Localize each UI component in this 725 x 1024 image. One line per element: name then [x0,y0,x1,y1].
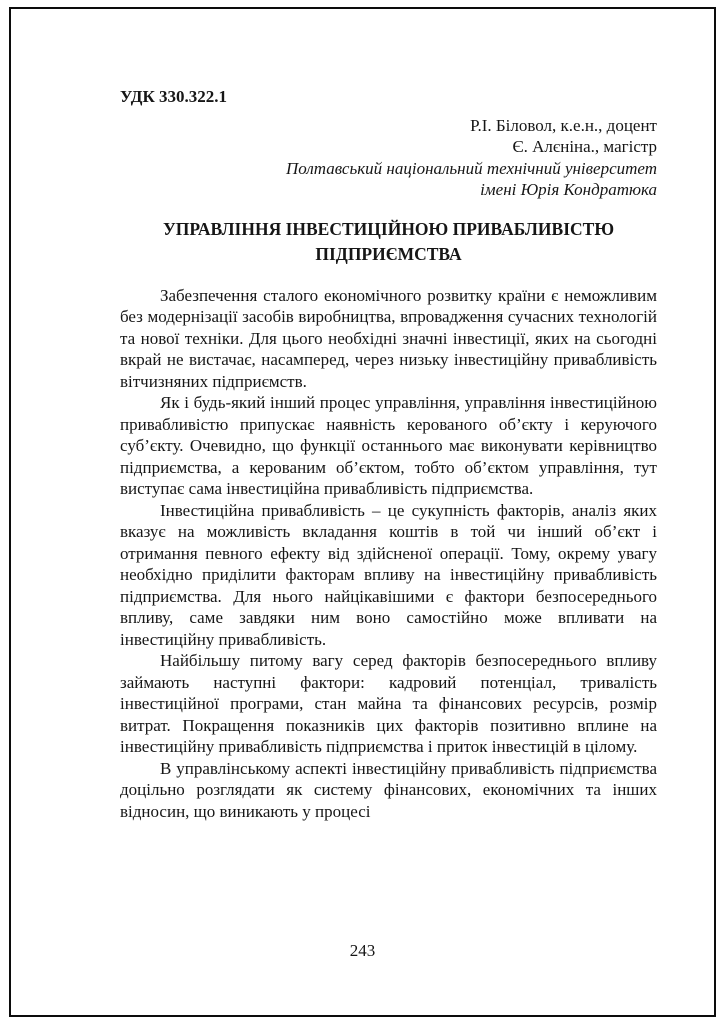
body-paragraph-4: Найбільшу питому вагу серед факторів безпосереднього впливу займають наступні фактори: кадровий потенціал, тривалість інвестиційної програми, стан майна та фінансових ресурсів, розмір витрат. Покращення показників цих факторів позитивно вплине на інвестиційну привабливість підприємства і приток інвестицій в цілому. [120,651,657,756]
article-body [120,285,657,823]
body-paragraph-3: Інвестиційна привабливість – це сукупність факторів, аналіз яких вказує на можливість вкладання коштів в той чи інший об’єкт і отримання певного ефекту від здійсненої операції. Тому, окрему увагу необхідно приділити факторам впливу на інвестиційну привабливість підприємства. Для нього найцікавішими є фактори безпосереднього впливу, саме завдяки ним воно самостійно може впливати на інвестиційну привабливість. [120,500,657,649]
body-paragraph-2: Як і будь-який інший процес управління, управління інвестиційною привабливістю припускає наявність керованого об’єкту і керуючого суб’єкту. Очевидно, що функції останнього має виконувати керівництво підприємства, а керованим об’єктом, тобто об’єктом управління, тут виступає сама інвестиційна привабливість підприємства. [120,393,657,498]
page-content [120,86,657,822]
udk-code: УДК 330.322.1 [120,87,228,106]
affiliation-line-2: імені Юрія Кондратюка [480,180,657,199]
affiliation-line-1: Полтавський національний технічний університет [286,158,657,178]
body-paragraph-5: В управлінському аспекті інвестиційну привабливість підприємства доцільно розглядати як систему фінансових, економічних та інших відносин, що виникають у процесі [120,758,657,821]
author-line-2: Є. Алєніна., магістр [512,137,657,156]
author-line-1: Р.І. Біловол, к.е.н., доцент [470,115,657,135]
article-title-line-2: ПІДПРИЄМСТВА [315,243,462,264]
article-title [120,217,657,267]
body-paragraph-1: Забезпечення сталого економічного розвитку країни є неможливим без модернізації засобів виробництва, впровадження сучасних технологій та нової техніки. Для цього необхідні значні інвестиції, яких на сьогодні вкрай не вистачає, насамперед, через низьку інвестиційну привабливість вітчизняних підприємств. [120,285,657,391]
page-number: 243 [349,941,376,960]
article-title-line-1: УПРАВЛІННЯ ІНВЕСТИЦІЙНОЮ ПРИВАБЛИВІСТЮ [162,218,615,239]
